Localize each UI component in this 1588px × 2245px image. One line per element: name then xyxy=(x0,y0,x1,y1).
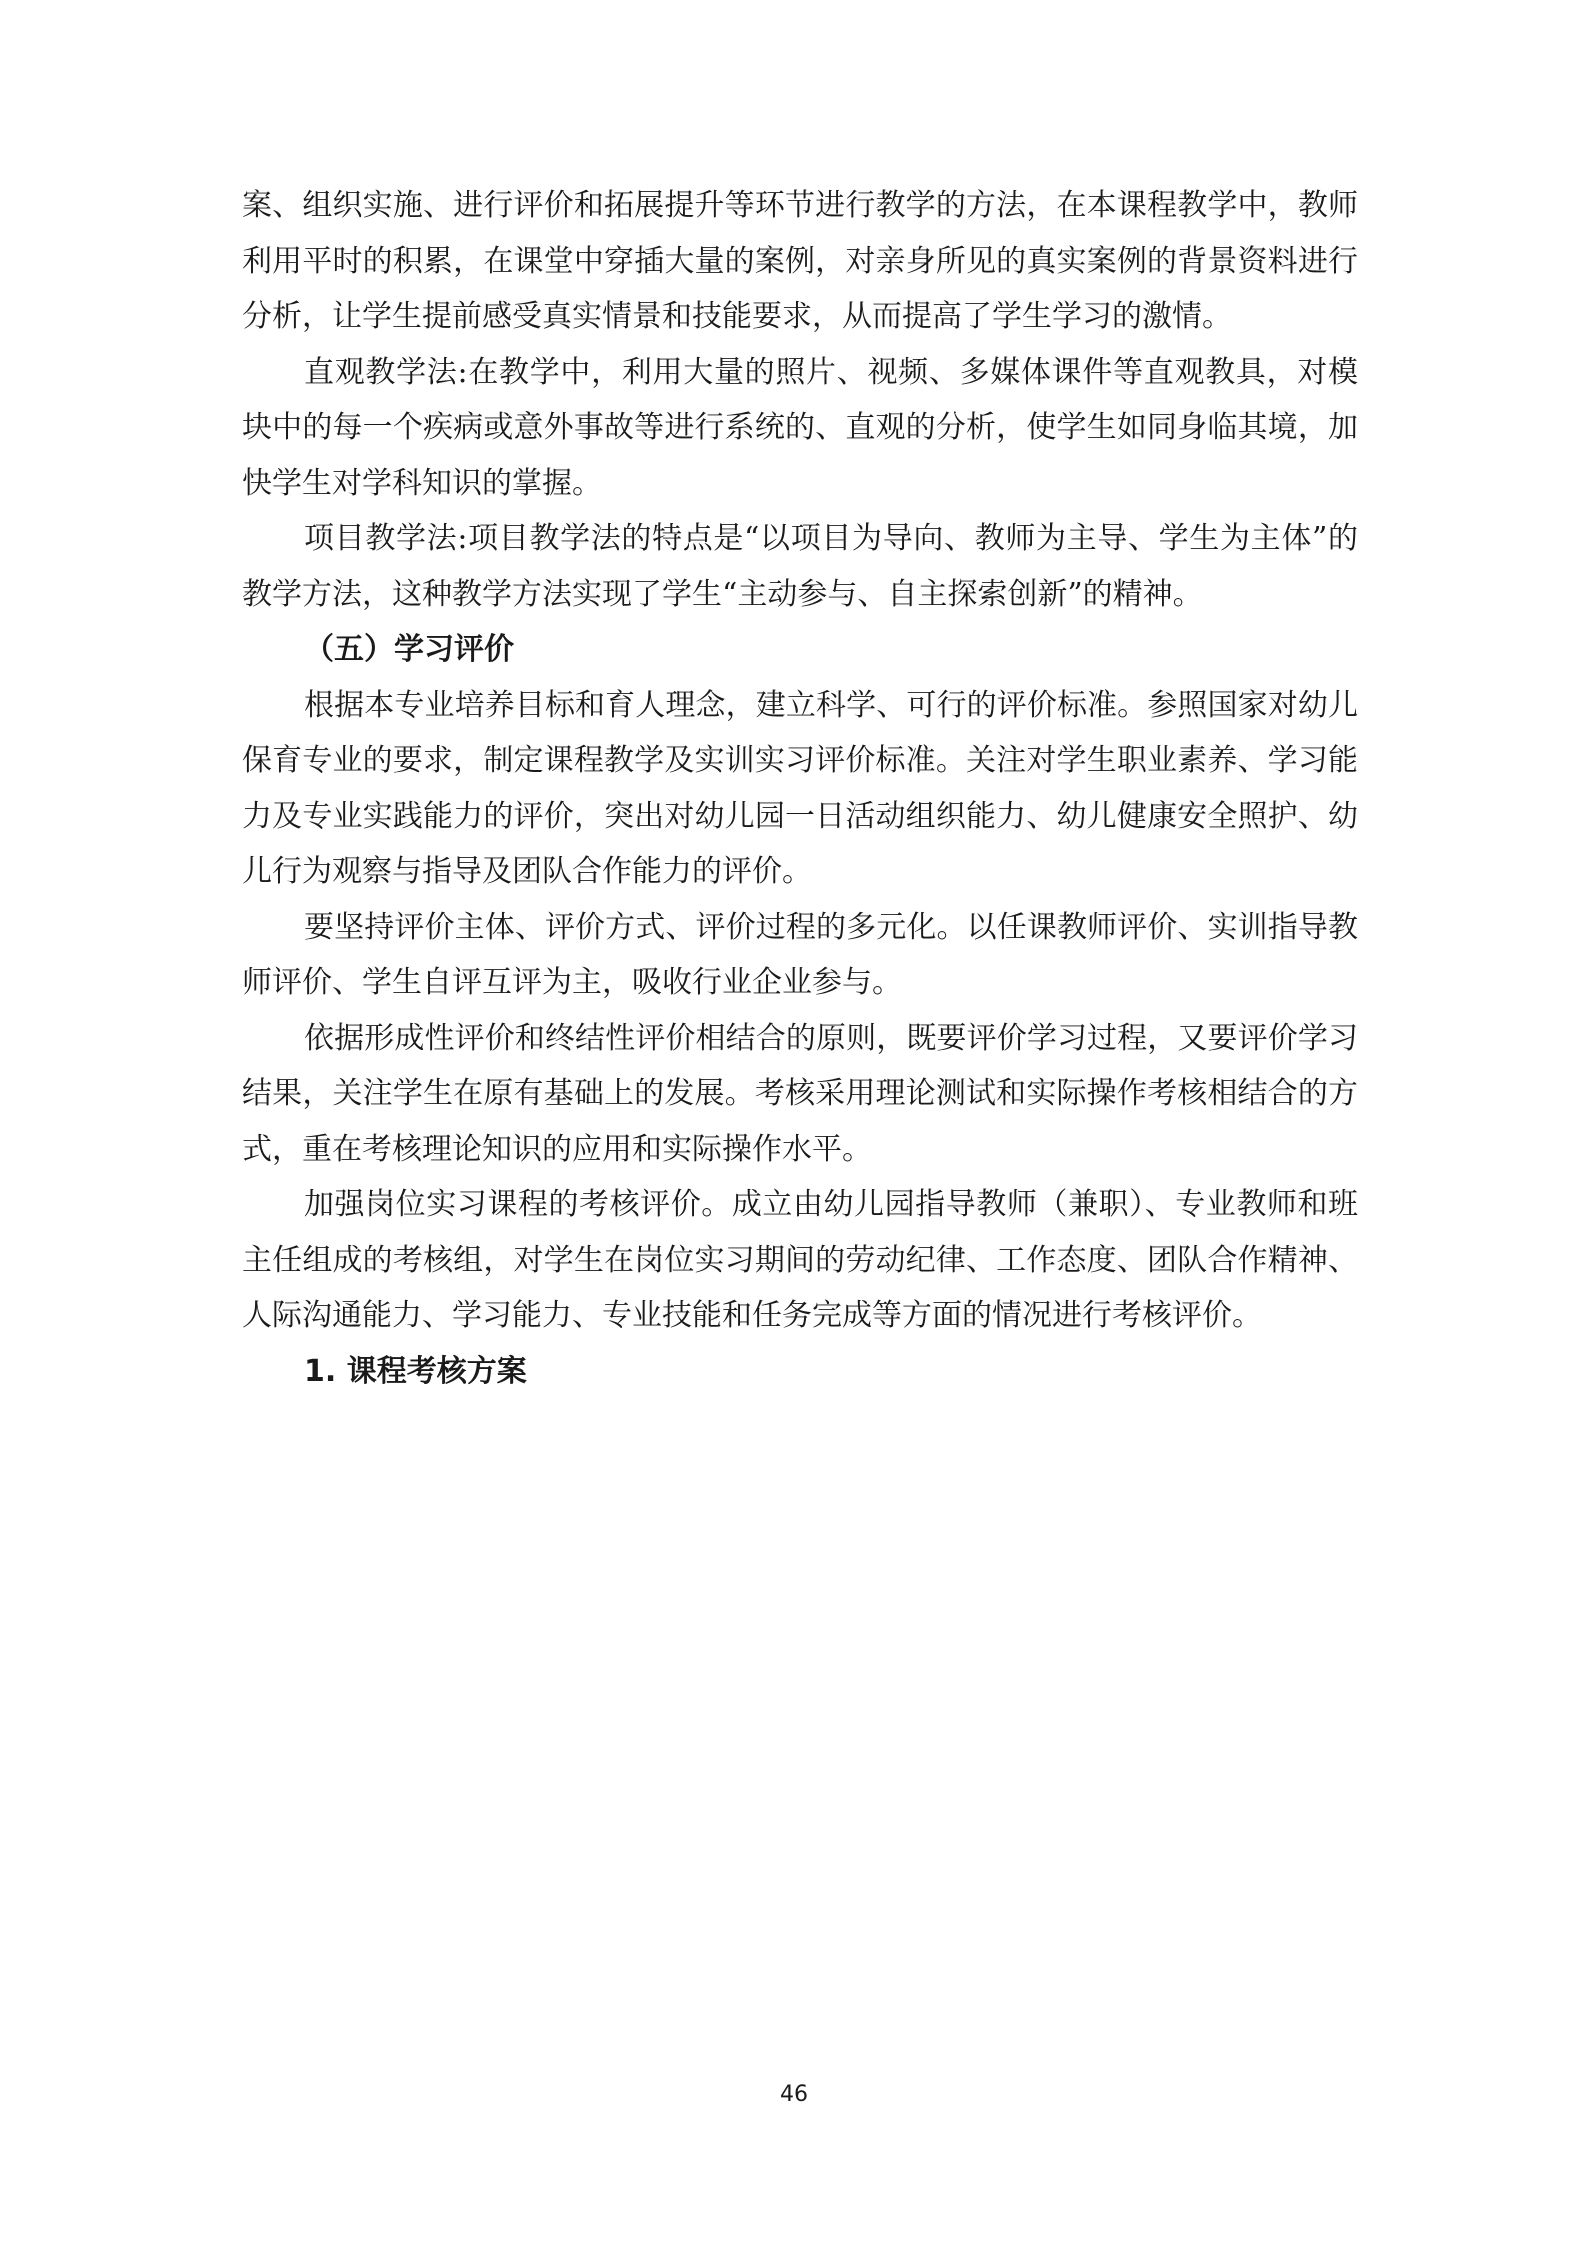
section-heading-learning-evaluation: （五）学习评价 xyxy=(304,632,514,667)
paragraph-internship-assessment: 加强岗位实习课程的考核评价。成立由幼儿园指导教师（兼职）、专业教师和班主任组成的考核组，对学生在岗位实习期间的劳动纪律、工作态度、团队合作精神、人际沟通能力、学习能力、专业技能和任务完成等方面的情况进行考核评价。 xyxy=(242,1187,1358,1333)
paragraph-evaluation-standard: 根据本专业培养目标和育人理念，建立科学、可行的评价标准。参照国家对幼儿保育专业的要求，制定课程教学及实训实习评价标准。关注对学生职业素养、学习能力及专业实践能力的评价，突出对幼儿园一日活动组织能力、幼儿健康安全照护、幼儿行为观察与指导及团队合作能力的评价。 xyxy=(242,687,1358,889)
paragraph-intuitive-teaching: 直观教学法:在教学中，利用大量的照片、视频、多媒体课件等直观教具，对模块中的每一个疾病或意外事故等进行系统的、直观的分析，使学生如同身临其境，加快学生对学科知识的掌握。 xyxy=(242,354,1358,501)
document-body xyxy=(242,178,1358,1399)
paragraph-evaluation-diversity: 要坚持评价主体、评价方式、评价过程的多元化。以任课教师评价、实训指导教师评价、学生自评互评为主，吸收行业企业参与。 xyxy=(242,909,1358,1000)
paragraph-case-teaching: 案、组织实施、进行评价和拓展提升等环节进行教学的方法，在本课程教学中，教师利用平时的积累，在课堂中穿插大量的案例，对亲身所见的真实案例的背景资料进行分析，让学生提前感受真实情景和技能要求，从而提高了学生学习的激情。 xyxy=(242,188,1358,334)
paragraph-evaluation-principle: 依据形成性评价和终结性评价相结合的原则，既要评价学习过程，又要评价学习结果，关注学生在原有基础上的发展。考核采用理论测试和实际操作考核相结合的方式，重在考核理论知识的应用和实际操作水平。 xyxy=(242,1020,1358,1167)
page-number: 46 xyxy=(780,2082,808,2107)
subsection-heading-course-assessment: 1. 课程考核方案 xyxy=(304,1353,527,1389)
paragraph-project-teaching: 项目教学法:项目教学法的特点是“以项目为导向、教师为主导、学生为主体”的教学方法，这种教学方法实现了学生“主动参与、自主探索创新”的精神。 xyxy=(242,521,1358,612)
